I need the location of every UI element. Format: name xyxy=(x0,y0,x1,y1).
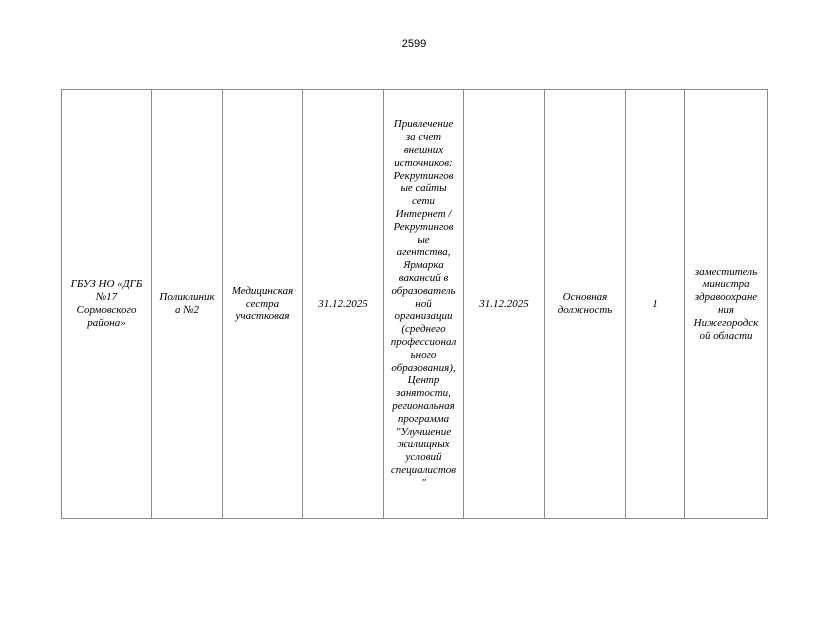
subdivision-cell: Поликлиник а №2 xyxy=(152,90,223,519)
organization-cell: ГБУЗ НО «ДГБ №17 Сормовского района» xyxy=(62,90,152,519)
staffing-table xyxy=(61,89,768,519)
date-cell-1: 31.12.2025 xyxy=(303,90,384,519)
table-row xyxy=(62,90,768,519)
date-cell-2: 31.12.2025 xyxy=(464,90,545,519)
responsible-cell: заместитель министра здравоохране ния Нижегородск ой области xyxy=(685,90,768,519)
measures-cell: Привлечение за счет внешних источников: Рекрутингов ые сайты сети Интернет / Рекрутингов ые агентства, Ярмарка вакансий в образователь ной организации (среднего профессионал ьного образования), Центр занятости, региональная программа "Улучшение жилищных условий специалистов " xyxy=(384,90,464,519)
page-number: 2599 xyxy=(401,38,427,50)
count-cell: 1 xyxy=(626,90,685,519)
position-cell: Медицинская сестра участковая xyxy=(223,90,303,519)
job-type-cell: Основная должность xyxy=(545,90,626,519)
